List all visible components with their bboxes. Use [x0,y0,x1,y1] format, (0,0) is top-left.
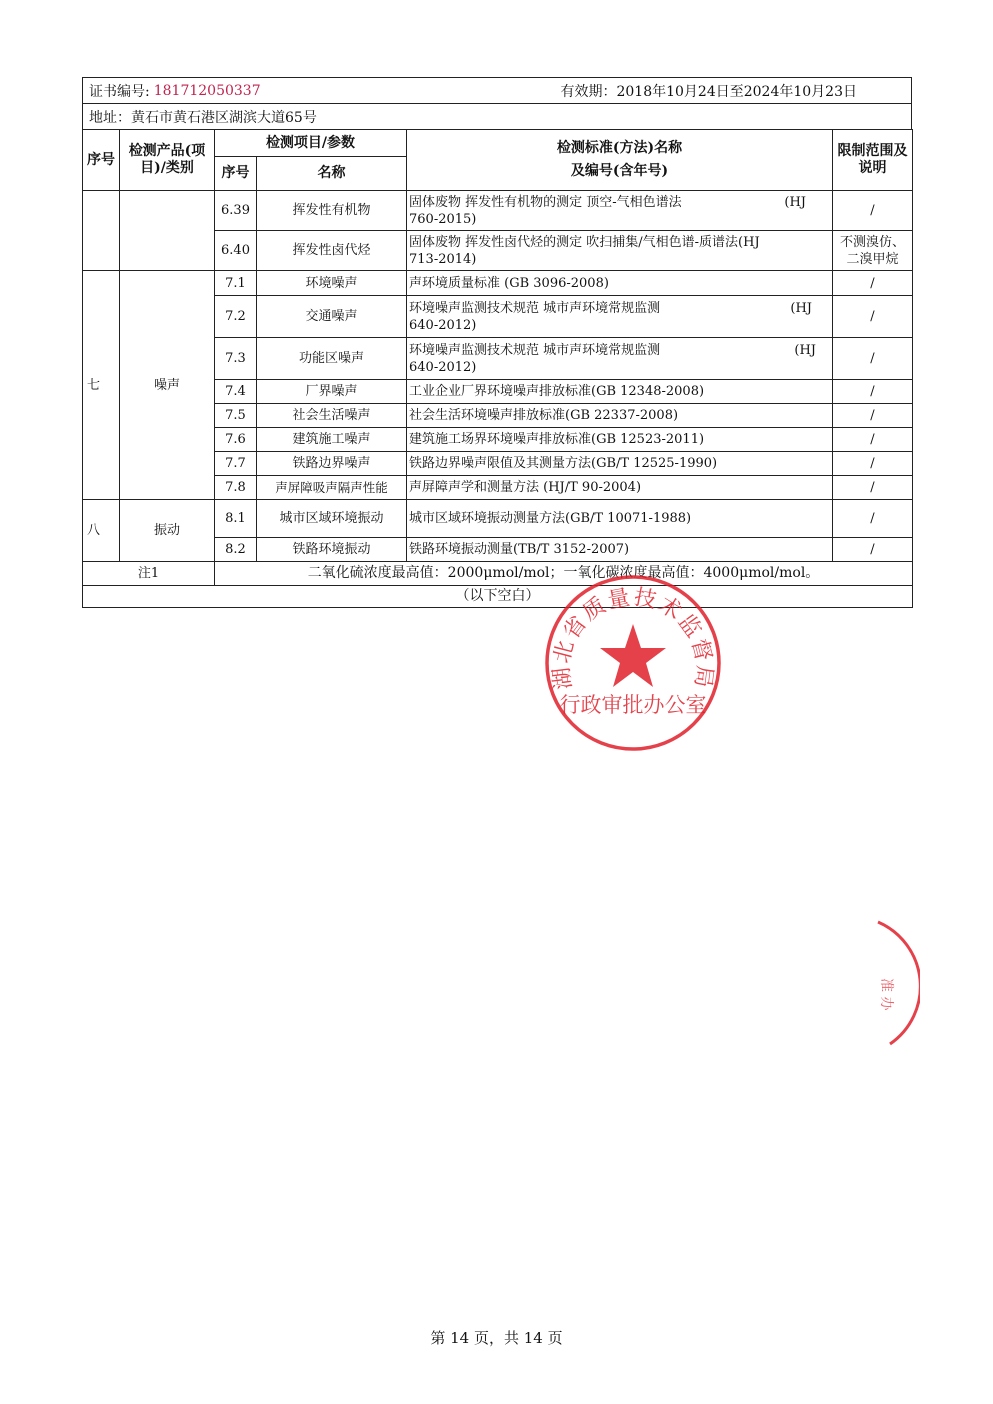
row-limit: / [833,271,913,296]
row-standard: 声环境质量标准 (GB 3096-2008) [407,271,833,296]
row-name: 城市区域环境振动 [257,500,407,538]
row-standard: 城市区域环境振动测量方法(GB/T 10071-1988) [407,500,833,538]
head-limit: 限制范围及说明 [833,130,913,191]
row-seq: 8.1 [215,500,257,538]
row-limit: / [833,538,913,562]
row-standard [407,338,833,380]
row-name: 社会生活噪声 [257,404,407,428]
row-seq: 7.5 [215,404,257,428]
std-text: (HJ [784,194,806,210]
std-text: (HJ [790,300,812,316]
row-limit: / [833,500,913,538]
row-standard [407,231,833,271]
row-standard [407,191,833,231]
row-name: 交通噪声 [257,296,407,338]
std-text: 640-2012) [409,317,477,333]
note-row [83,562,913,586]
row-standard: 社会生活环境噪声排放标准(GB 22337-2008) [407,404,833,428]
row-seq: 7.3 [215,338,257,380]
row-name: 铁路边界噪声 [257,452,407,476]
row-standard: 铁路边界噪声限值及其测量方法(GB/T 12525-1990) [407,452,833,476]
std-text: 固体废物 挥发性有机物的测定 顶空-气相色谱法 [409,194,682,210]
std-text: 环境噪声监测技术规范 城市声环境常规监测 [409,300,661,316]
address-row [82,103,912,129]
cert-number-label: 证书编号: [89,83,150,100]
head-category: 检测产品(项目)/类别 [120,130,215,191]
row-seq: 7.8 [215,476,257,500]
row-limit: / [833,296,913,338]
blank-row [83,586,913,608]
std-text: 760-2015) [409,211,477,227]
group-category: 振动 [120,500,215,562]
std-text: 固体废物 挥发性卤代烃的测定 吹扫捕集/气相色谱-质谱法(HJ [409,234,760,250]
address: 地址：黄石市黄石港区湖滨大道65号 [89,109,317,126]
group-cell-empty [120,191,215,271]
row-name: 环境噪声 [257,271,407,296]
note-text: 二氧化硫浓度最高值：2000μmol/mol；一氧化碳浓度最高值：4000μmol/mol。 [215,562,913,586]
seal-star-icon [600,624,666,687]
head-seq: 序号 [83,130,120,191]
page-number: 第 14 页，共 14 页 [430,1329,563,1347]
group-number: 七 [83,271,120,500]
group-cell-empty [83,191,120,271]
row-standard: 建筑施工场界环境噪声排放标准(GB 12523-2011) [407,428,833,452]
head-param-seq: 序号 [215,157,257,191]
std-text: 环境噪声监测技术规范 城市声环境常规监测 [409,342,661,358]
row-standard [407,296,833,338]
row-name: 厂界噪声 [257,380,407,404]
row-standard: 声屏障声学和测量方法 (HJ/T 90-2004) [407,476,833,500]
row-seq: 7.7 [215,452,257,476]
row-limit: 不测溴仿、二溴甲烷 [833,231,913,271]
row-name: 声屏障吸声隔声性能 [257,476,407,500]
row-limit: / [833,380,913,404]
row-standard: 铁路环境振动测量(TB/T 3152-2007) [407,538,833,562]
row-standard: 工业企业厂界环境噪声排放标准(GB 12348-2008) [407,380,833,404]
certificate-document [82,77,912,608]
row-limit: / [833,404,913,428]
std-text: 640-2012) [409,359,477,375]
head-standard-line1: 检测标准(方法)名称 [556,140,683,156]
row-seq: 7.4 [215,380,257,404]
row-seq: 7.2 [215,296,257,338]
row-limit: / [833,428,913,452]
note-label: 注1 [83,562,215,586]
row-name: 挥发性有机物 [257,191,407,231]
head-standard-line2: 及编号(含年号) [570,163,669,179]
row-seq: 7.6 [215,428,257,452]
row-limit: / [833,476,913,500]
row-seq: 7.1 [215,271,257,296]
svg-text:准 办: 准 办 [878,978,894,1011]
row-limit: / [833,191,913,231]
row-seq: 6.39 [215,191,257,231]
row-name: 功能区噪声 [257,338,407,380]
table-row [83,191,913,231]
group-category: 噪声 [120,271,215,500]
std-text: (HJ [794,342,816,358]
row-limit: / [833,452,913,476]
head-standard [407,130,833,191]
validity-period: 有效期：2018年10月24日至2024年10月23日 [560,83,857,100]
partial-seal-mark [860,918,920,1048]
seal-arc-text: 湖北省质量技术监督局 [549,584,717,691]
head-param-name: 名称 [257,157,407,191]
head-param-group: 检测项目/参数 [215,130,407,157]
row-limit: / [833,338,913,380]
std-text: 713-2014) [409,251,477,267]
cert-header-row [82,77,912,103]
table-row [83,500,913,538]
row-name: 铁路环境振动 [257,538,407,562]
table-row [83,271,913,296]
scope-table [82,129,913,608]
cert-number: 181712050337 [153,82,261,99]
seal-bottom-text: 行政审批办公室 [559,693,707,717]
row-seq: 8.2 [215,538,257,562]
blank-notice: （以下空白） [83,586,913,608]
row-name: 建筑施工噪声 [257,428,407,452]
group-number: 八 [83,500,120,562]
official-seal [542,572,724,754]
row-name: 挥发性卤代烃 [257,231,407,271]
row-seq: 6.40 [215,231,257,271]
